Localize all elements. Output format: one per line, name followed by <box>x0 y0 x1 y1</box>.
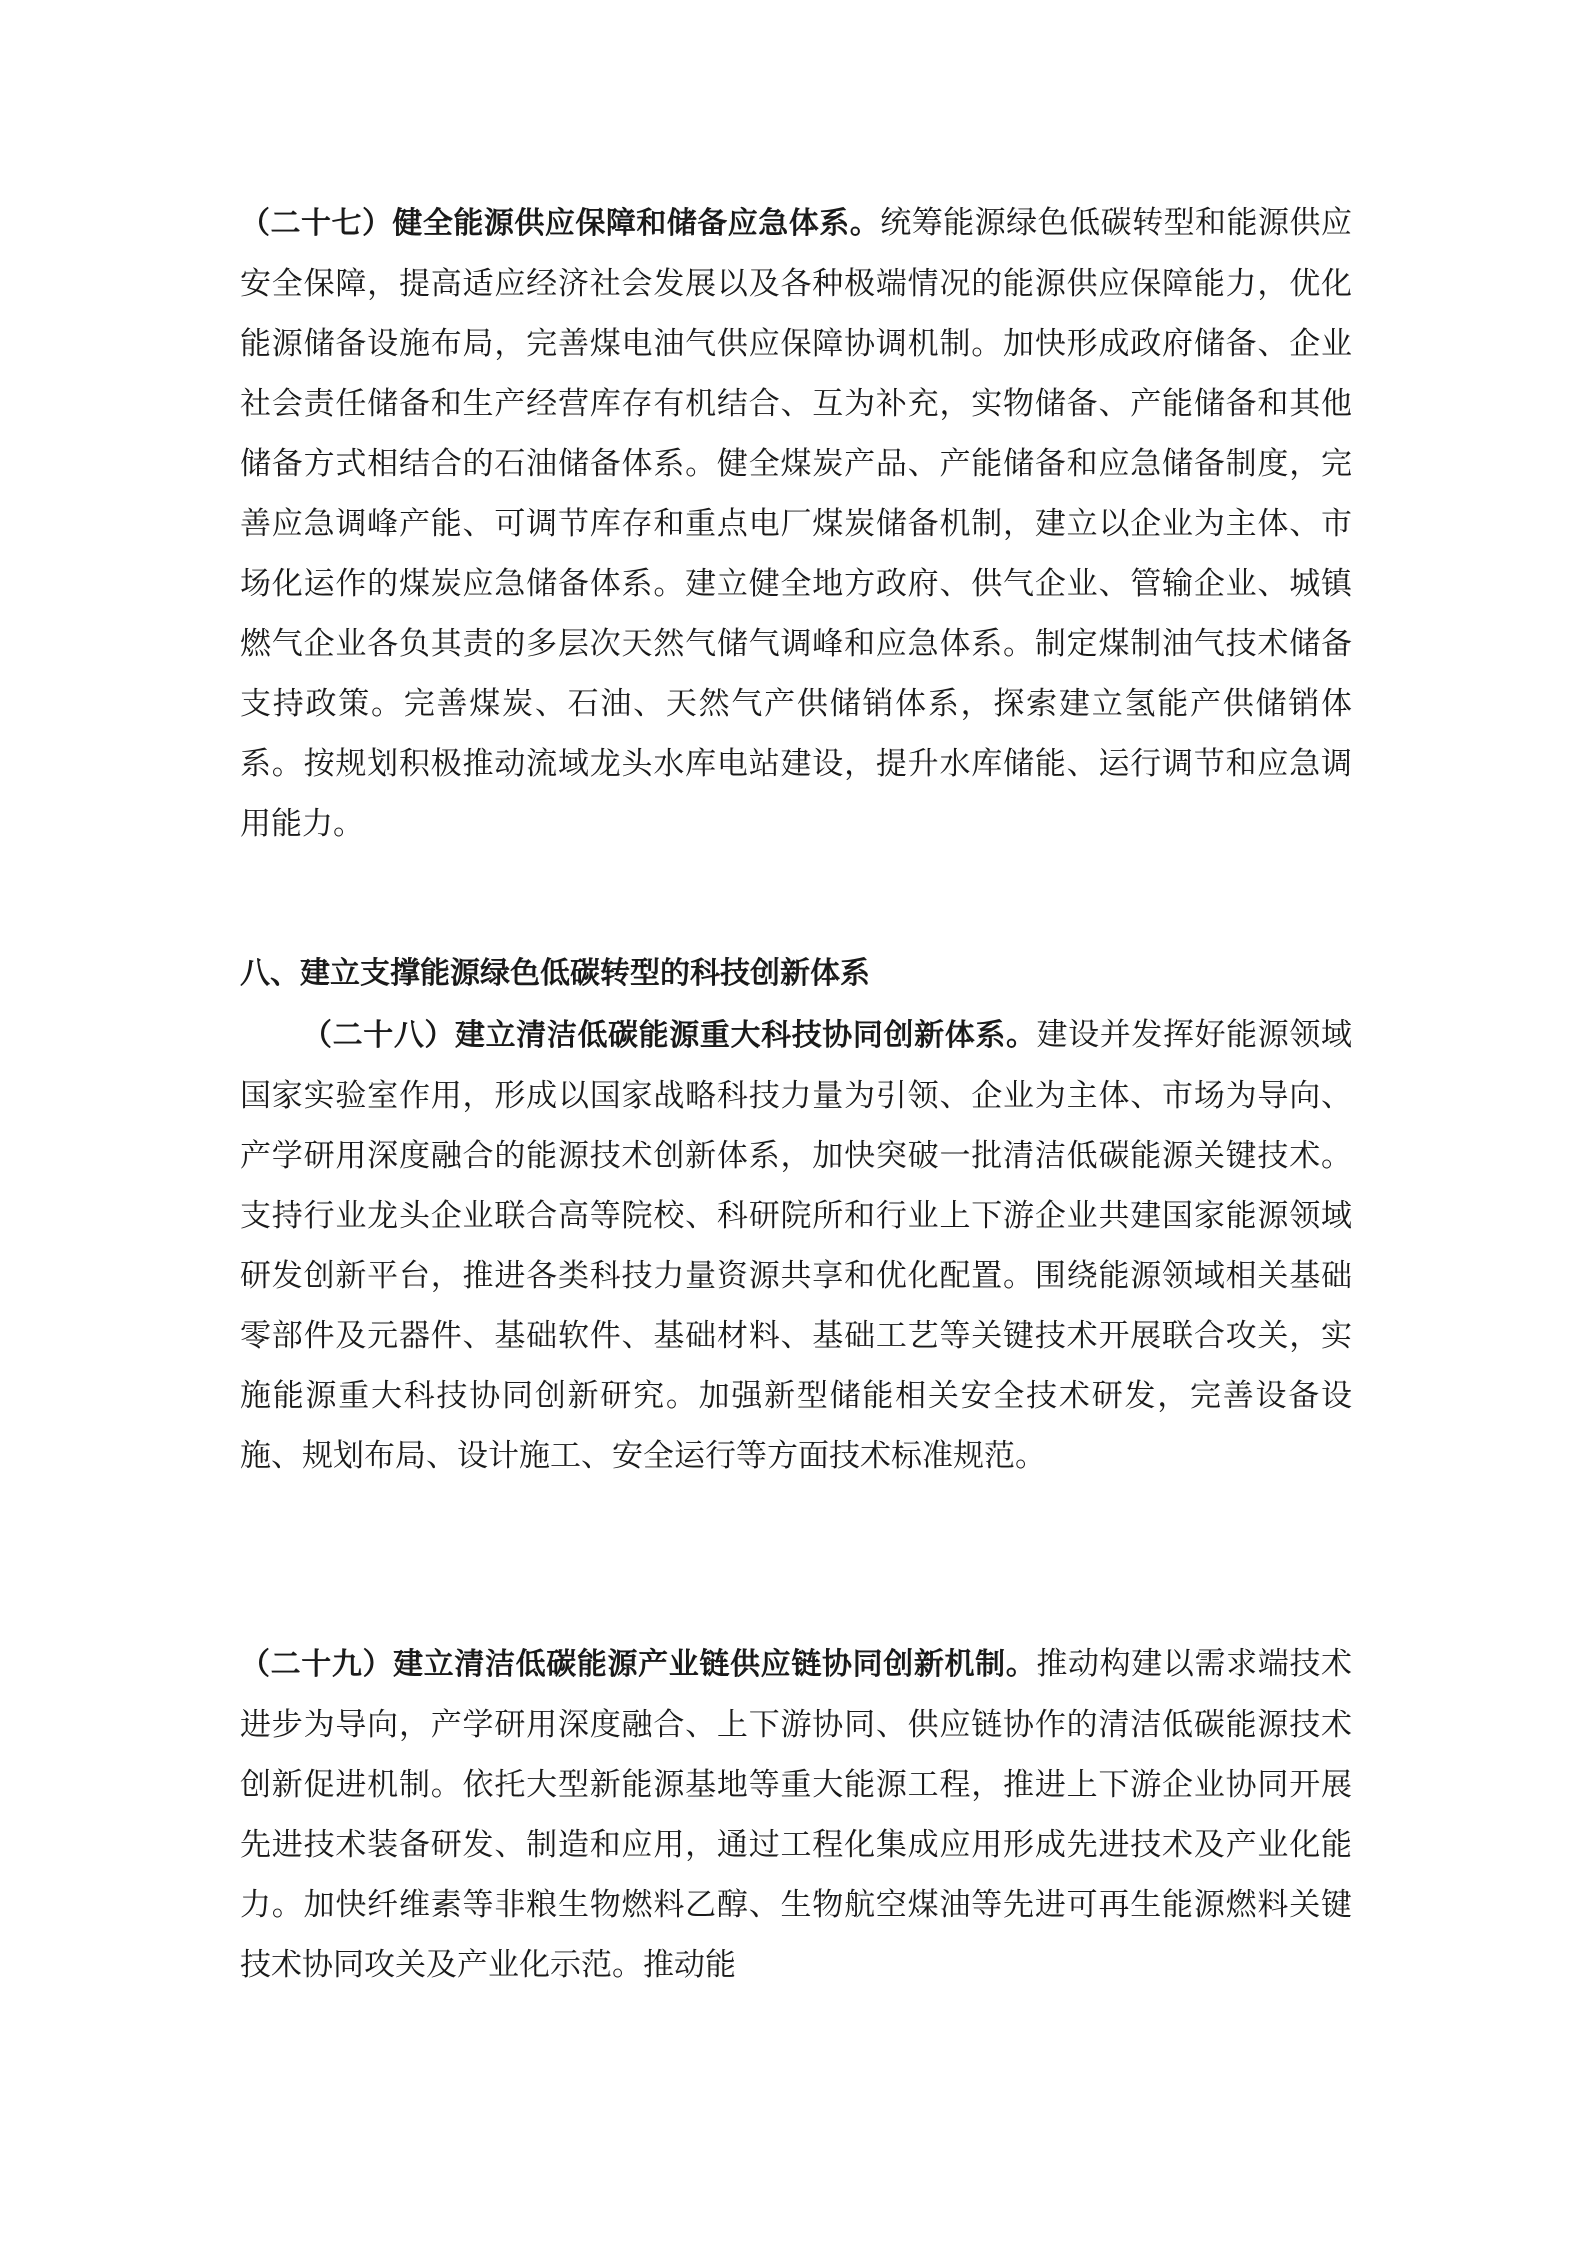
paragraph-27-body: 统筹能源绿色低碳转型和能源供应安全保障，提高适应经济社会发展以及各种极端情况的能源供应保障能力，优化能源储备设施布局，完善煤电油气供应保障协调机制。加快形成政府储备、企业社会责任储备和生产经营库存有机结合、互为补充，实物储备、产能储备和其他储备方式相结合的石油储备体系。健全煤炭产品、产能储备和应急储备制度，完善应急调峰产能、可调节库存和重点电厂煤炭储备机制，建立以企业为主体、市场化运作的煤炭应急储备体系。建立健全地方政府、供气企业、管输企业、城镇燃气企业各负其责的多层次天然气储气调峰和应急体系。制定煤制油气技术储备支持政策。完善煤炭、石油、天然气产供储销体系，探索建立氢能产供储销体系。按规划积极推动流域龙头水库电站建设，提升水库储能、运行调节和应急调用能力。 <box>240 205 1353 842</box>
paragraph-28 <box>240 1005 1352 1486</box>
section-8-heading: 八、建立支撑能源绿色低碳转型的科技创新体系 <box>240 956 870 991</box>
paragraph-29-lead: （二十九）建立清洁低碳能源产业链供应链协同创新机制。 <box>240 1647 1037 1682</box>
paragraph-29-body: 推动构建以需求端技术进步为导向，产学研用深度融合、上下游协同、供应链协作的清洁低碳能源技术创新促进机制。依托大型新能源基地等重大能源工程，推进上下游企业协同开展先进技术装备研发、制造和应用，通过工程化集成应用形成先进技术及产业化能力。加快纤维素等非粮生物燃料乙醇、生物航空煤油等先进可再生能源燃料关键技术协同攻关及产业化示范。推动能 <box>240 1646 1352 1983</box>
paragraph-28-body: 建设并发挥好能源领域国家实验室作用，形成以国家战略科技力量为引领、企业为主体、市场为导向、产学研用深度融合的能源技术创新体系，加快突破一批清洁低碳能源关键技术。支持行业龙头企业联合高等院校、科研院所和行业上下游企业共建国家能源领域研发创新平台，推进各类科技力量资源共享和优化配置。围绕能源领域相关基础零部件及元器件、基础软件、基础材料、基础工艺等关键技术开展联合攻关，实施能源重大科技协同创新研究。加强新型储能相关安全技术研发，完善设备设施、规划布局、设计施工、安全运行等方面技术标准规范。 <box>240 1017 1353 1474</box>
paragraph-29 <box>240 1634 1352 1995</box>
paragraph-27 <box>240 193 1352 854</box>
paragraph-27-lead: （二十七）健全能源供应保障和储备应急体系。 <box>240 206 881 241</box>
paragraph-28-lead: （二十八）建立清洁低碳能源重大科技协同创新体系。 <box>302 1018 1037 1053</box>
